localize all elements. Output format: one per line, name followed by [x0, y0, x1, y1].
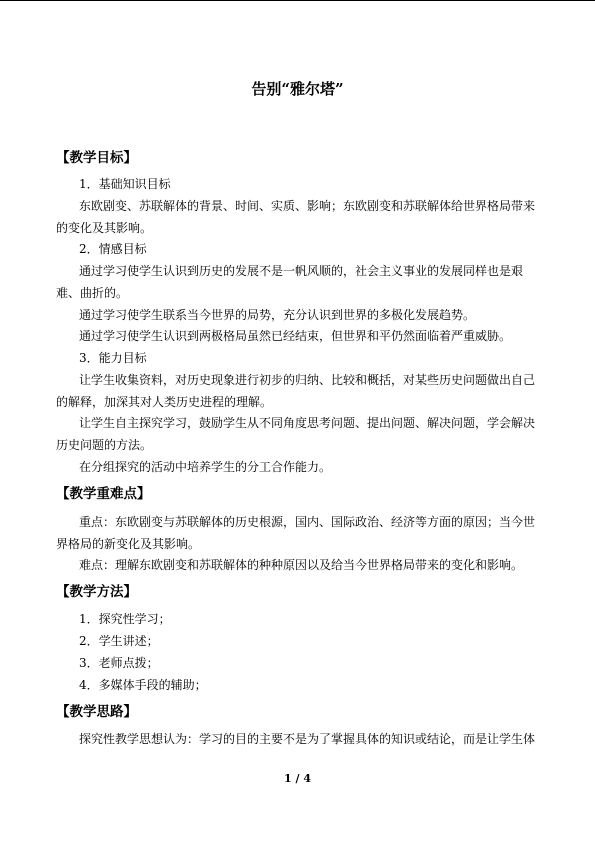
method-item: 2．学生讲述； [79, 634, 159, 648]
section-heading-goals: 【教学目标】 [56, 150, 137, 166]
goal-item-3-text-1-cont: 的解释，加深其对人类历史进程的理解。 [56, 395, 273, 409]
goal-item-3-text-3: 在分组探究的活动中培养学生的分工合作能力。 [79, 460, 332, 474]
goal-item-1-text: 东欧剧变、苏联解体的背景、时间、实质、影响；东欧剧变和苏联解体给世界格局带来 [79, 199, 536, 213]
document-title: 告别“雅尔塔” [251, 80, 344, 98]
section-heading-approach: 【教学思路】 [56, 704, 137, 720]
goal-item-2-text-2: 通过学习使学生联系当今世界的局势，充分认识到世界的多极化发展趋势。 [79, 308, 476, 322]
page-number: 1 / 4 [284, 772, 311, 785]
goal-item-3-text-2-cont: 历史问题的方法。 [56, 438, 153, 452]
goal-item-2-label: 2．情感目标 [79, 242, 147, 256]
goal-item-3-text-1: 让学生收集资料，对历史现象进行初步的归纳、比较和概括，对某些历史问题做出自己 [79, 373, 536, 387]
goal-item-2-text-1: 通过学习使学生认识到历史的发展不是一帆风顺的，社会主义事业的发展同样也是艰 [79, 264, 524, 278]
goal-item-2-text-3: 通过学习使学生认识到两极格局虽然已经结束，但世界和平仍然面临着严重威胁。 [79, 329, 512, 343]
goal-item-3-label: 3．能力目标 [79, 351, 147, 365]
goal-item-1-label: 1．基础知识目标 [79, 177, 171, 191]
section-heading-methods: 【教学方法】 [56, 584, 137, 600]
method-item: 4．多媒体手段的辅助； [79, 678, 207, 692]
goal-item-3-text-2: 让学生自主探究学习，鼓励学生从不同角度思考问题、提出问题、解决问题，学会解决 [79, 416, 536, 430]
method-item: 3．老师点拨； [79, 656, 159, 670]
keypoint-focus-cont: 界格局的新变化及其影响。 [56, 537, 201, 551]
section-heading-keypoints: 【教学重难点】 [56, 486, 151, 502]
keypoint-difficulty: 难点：理解东欧剧变和苏联解体的种种原因以及给当今世界格局带来的变化和影响。 [79, 558, 524, 572]
approach-text: 探究性教学思想认为：学习的目的主要不是为了掌握具体的知识或结论，而是让学生体 [79, 732, 536, 746]
keypoint-focus: 重点：东欧剧变与苏联解体的历史根源，国内、国际政治、经济等方面的原因；当今世 [79, 515, 536, 529]
method-item: 1．探究性学习； [79, 612, 171, 626]
goal-item-1-text-cont: 的变化及其影响。 [56, 221, 153, 235]
goal-item-2-text-1-cont: 难、曲折的。 [56, 286, 129, 300]
